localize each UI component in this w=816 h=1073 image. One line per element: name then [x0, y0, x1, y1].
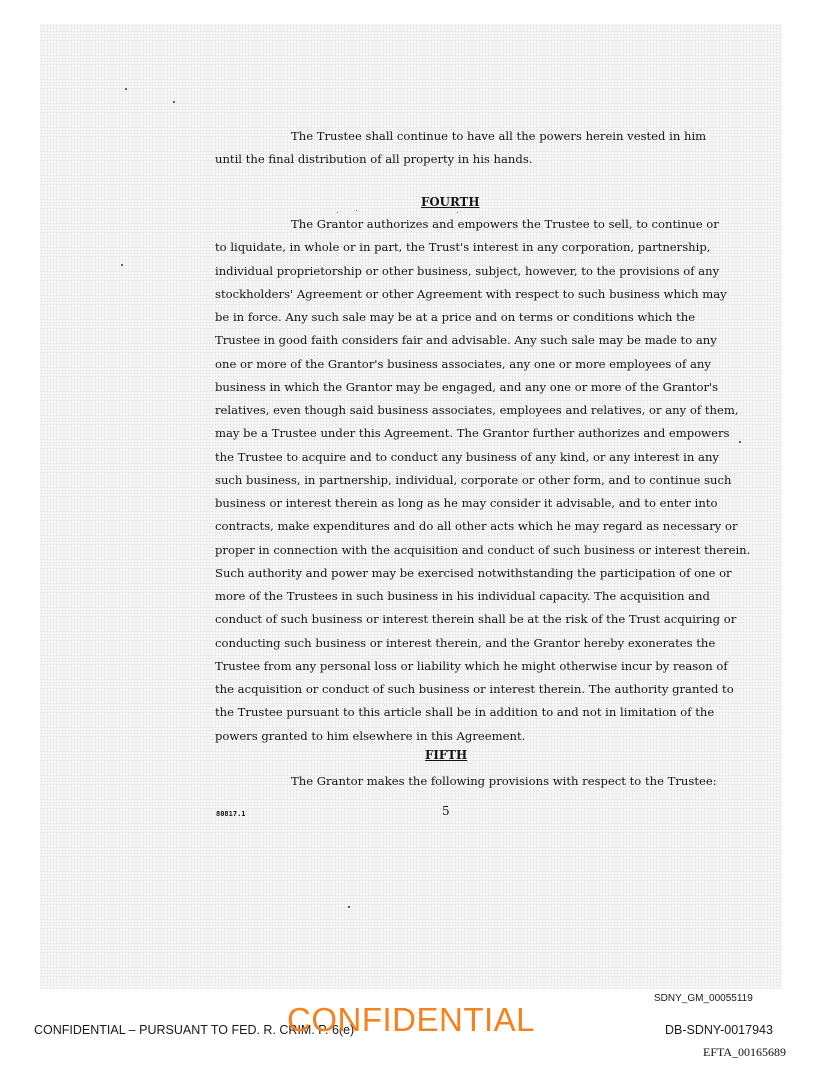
document-code: 80817.1	[216, 810, 246, 818]
bates-number-top: SDNY_GM_00055119	[654, 993, 753, 1004]
scan-speck	[337, 212, 338, 213]
fourth-line: the acquisition or conduct of such business or interest therein. The authority granted to	[215, 682, 734, 696]
fourth-line: The Grantor authorizes and empowers the Trustee to sell, to continue or	[291, 217, 719, 231]
fourth-line: powers granted to him elsewhere in this Agreement.	[215, 728, 526, 743]
fourth-line: one or more of the Grantor's business associates, any one or more employees of any	[215, 356, 711, 371]
intro-line-2: until the final distribution of all property in his hands.	[215, 152, 533, 166]
fourth-line: to liquidate, in whole or in part, the Trust's interest in any corporation, partnership,	[215, 240, 711, 255]
fourth-line: proper in connection with the acquisition and conduct of such business or interest therein.	[215, 542, 751, 557]
fourth-line: conduct of such business or interest therein shall be at the risk of the Trust acquiring or	[215, 612, 737, 627]
scan-speck	[121, 264, 123, 266]
fourth-line: more of the Trustees in such business in his individual capacity. The acquisition and	[215, 589, 710, 603]
scan-speck	[125, 88, 127, 90]
page-number: 5	[442, 804, 450, 818]
fourth-line: contracts, make expenditures and do all other acts which he may regard as necessary or	[215, 519, 738, 534]
fourth-line: business or interest therein as long as he may consider it advisable, and to enter into	[215, 496, 718, 510]
fourth-line: Trustee from any personal loss or liability which he might otherwise incur by reason of	[215, 658, 728, 673]
scan-speck	[457, 212, 458, 213]
intro-line-1: The Trustee shall continue to have all the powers herein vested in him	[291, 129, 707, 143]
fifth-intro-line: The Grantor makes the following provisions with respect to the Trustee:	[291, 774, 717, 788]
efta-number: EFTA_00165689	[703, 1045, 787, 1059]
fourth-line: stockholders' Agreement or other Agreement with respect to such business which may	[215, 286, 727, 301]
bates-number-right: DB-SDNY-0017943	[665, 1023, 773, 1037]
scan-speck	[173, 101, 175, 103]
fourth-line: business in which the Grantor may be engaged, and any one or more of the Grantor's	[215, 379, 719, 394]
fourth-line: the Trustee pursuant to this article shall be in addition to and not in limitation of the	[215, 705, 715, 720]
confidential-stamp: CONFIDENTIAL	[287, 1001, 536, 1038]
fourth-line: individual proprietorship or other business, subject, however, to the provisions of any	[215, 263, 720, 278]
confidentiality-legend: CONFIDENTIAL – PURSUANT TO FED. R. CRIM. P. 6(e)	[34, 1023, 355, 1037]
fourth-line: relatives, even though said business associates, employees and relatives, or any of them,	[215, 403, 739, 417]
fourth-line: the Trustee to acquire and to conduct any business of any kind, or any interest in any	[215, 449, 719, 464]
heading-fourth: FOURTH	[421, 195, 480, 209]
scan-speck	[739, 441, 741, 443]
fourth-line: Trustee in good faith considers fair and advisable. Any such sale may be made to any	[215, 333, 717, 348]
fourth-line: conducting such business or interest therein, and the Grantor hereby exonerates the	[215, 635, 716, 650]
scan-speck	[348, 906, 350, 908]
scan-speck	[356, 210, 357, 211]
fourth-line: such business, in partnership, individual, corporate or other form, and to continue such	[215, 472, 732, 487]
heading-fifth: FIFTH	[425, 748, 468, 762]
fourth-line: may be a Trustee under this Agreement. The Grantor further authorizes and empowers	[215, 426, 730, 441]
fourth-line: be in force. Any such sale may be at a price and on terms or conditions which the	[215, 310, 696, 324]
fourth-line: Such authority and power may be exercised notwithstanding the participation of one or	[215, 565, 732, 580]
